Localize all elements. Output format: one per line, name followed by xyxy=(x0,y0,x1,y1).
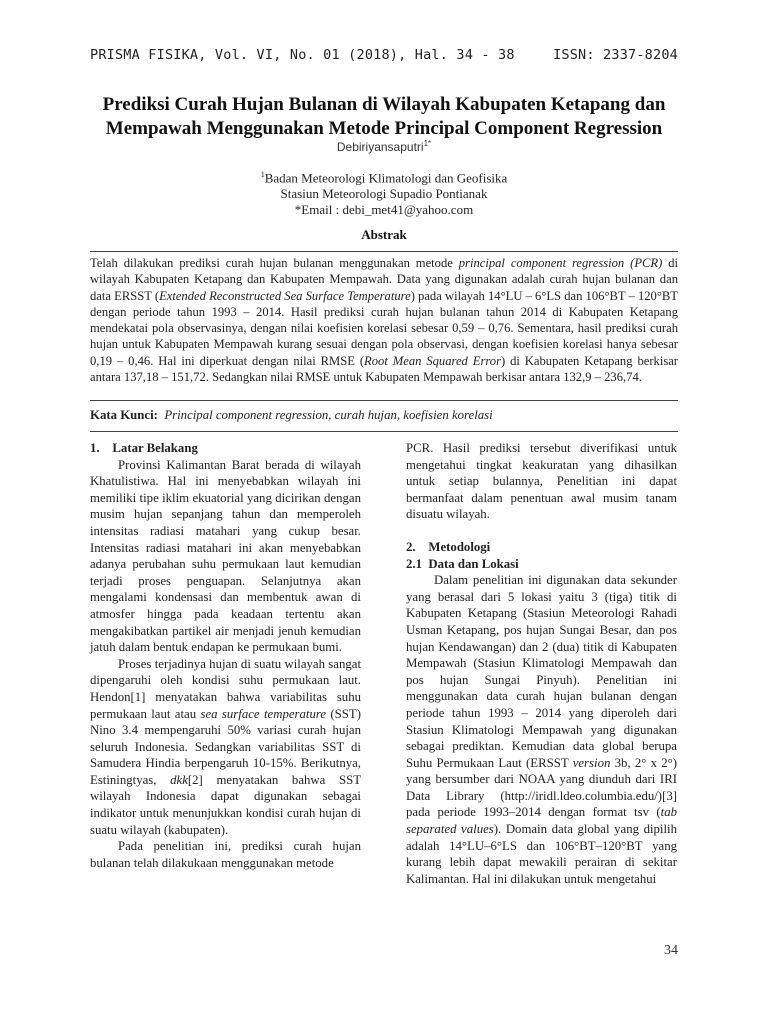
paragraph-2-text-a: Proses terjadinya hujan di suatu wilayah sangat dipengaruhi oleh kondisi suhu permukaan laut. Hendon[1] menyatakan bahwa variabilitas suhu permukaan laut atau xyxy=(90,656,361,721)
author-name xyxy=(70,139,698,154)
section-2-heading: 2. Metodologi xyxy=(406,539,491,554)
author-text: Debiriyansaputri xyxy=(336,140,424,154)
author-superscript: 1* xyxy=(423,139,432,148)
term-tsv: tab separated values xyxy=(406,805,677,837)
section-2-1-heading: 2.1 Data dan Lokasi xyxy=(406,556,519,571)
term-dkk: dkk xyxy=(170,772,188,787)
paragraph-2-text-b: (SST) Nino 3.4 mempengaruhi 50% variasi curah hujan seluruh Indonesia. Sedangkan variabilitas SST di Samudera Hindia berpengaruh 10-15%. Berikutnya, Estiningtyas, xyxy=(90,706,361,787)
issn-header: ISSN: 2337-8204 xyxy=(553,47,678,63)
abstract-text-3: ) pada wilayah 14°LU – 6°LS dan 106°BT – 120°BT dengan periode tahun 1993 – 2014. Hasil prediksi curah hujan bulanan tahun 2014 di Kabupaten Ketapang mendekatai pola observasinya, dengan nilai koefisien korelasi sebesar 0,59 – 0,76. Sementara, hasil prediksi curah hujan untuk Kabupaten Mempawah kurang sesuai dengan pola observasi, dengan koefisien korelasi hanya sebesar 0,19 – 0,46. Hal ini diperkuat dengan nilai RMSE ( xyxy=(90,288,678,368)
abstract-text-1: Telah dilakukan prediksi curah hujan bulanan menggunakan metode xyxy=(90,256,459,270)
paragraph-2-text-c: [2] menyatakan bahwa SST wilayah Indonesia dapat digunakan sebagai indikator untuk menunjukkan kondisi curah hujan di suatu wilayah (kabupaten). xyxy=(90,772,362,837)
title-line-2: Mempawah Menggunakan Metode Principal Component Regression xyxy=(105,118,663,139)
data-lokasi-text-c: ). Domain data global yang dipilih adalah 14°LU–6°LS dan 106°BT–120°BT yang kurang lebih dapat mewakili perairan di sekitar Kalimantan. Hal ini dilakukan untuk mengetahui xyxy=(406,822,677,886)
journal-header: PRISMA FISIKA, Vol. VI, No. 01 (2018), Hal. 34 - 38 xyxy=(90,47,515,63)
left-column xyxy=(90,440,361,871)
keywords-label: Kata Kunci: xyxy=(90,408,158,422)
paragraph-2 xyxy=(90,656,361,839)
paragraph-continued: PCR. Hasil prediksi tersebut diverifikasi untuk mengetahui tingkat keakuratan yang dihasilkan untuk setiap bulannya, Penelitian ini dapat bermanfaat dalam penentuan awal musim tanam disuatu wilayah. xyxy=(406,441,677,522)
spacer xyxy=(406,523,677,539)
keywords-text: Principal component regression, curah hujan, koefisien korelasi xyxy=(164,408,493,422)
paragraph-data-lokasi xyxy=(406,572,677,887)
section-1-heading: 1. Latar Belakang xyxy=(90,441,198,455)
affiliation-institute: Badan Meteorologi Klimatologi dan Geofisika xyxy=(264,170,508,186)
right-column xyxy=(406,440,677,887)
keywords-top-rule xyxy=(90,400,678,401)
abstract-term-rmse: Root Mean Squared Error xyxy=(364,353,501,368)
abstract-body xyxy=(90,255,678,385)
affiliation xyxy=(70,167,698,218)
email-line: *Email : debi_met41@yahoo.com xyxy=(294,202,474,218)
abstract-text-2: di wilayah Kabupaten Ketapang dan Kabupaten Mempawah. Data yang digunakan adalah curah hujan bulanan dan data ERSST ( xyxy=(90,256,678,303)
abstract-term-pcr: principal component regression (PCR) xyxy=(458,256,663,270)
affiliation-line-2: Stasiun Meteorologi Supadio Pontianak xyxy=(280,186,488,202)
affiliation-line-1 xyxy=(70,167,698,186)
page-number: 34 xyxy=(664,943,678,958)
abstract-heading: Abstrak xyxy=(361,227,407,242)
data-lokasi-text-b: 3b, 2° x 2°) yang bersumber dari NOAA yang diunduh dari IRI Data Library (http://iridl.ldeo.columbia.edu/)[3] pada periode 1993–2014 dengan format tsv ( xyxy=(406,755,677,820)
keywords xyxy=(90,408,678,423)
abstract-term-ersst: Extended Reconstructed Sea Surface Temperature xyxy=(159,288,411,303)
affiliation-superscript: 1 xyxy=(260,170,265,179)
term-sst: sea surface temperature xyxy=(200,706,327,721)
paragraph-3: Pada penelitian ini, prediksi curah hujan bulanan telah dilakukaan menggunakan metode xyxy=(90,839,361,870)
data-lokasi-text-a: Dalam penelitian ini digunakan data sekunder yang berasal dari 5 lokasi yaitu 3 (tiga) titik di Kabupaten Ketapang (Stasiun Meteorologi Rahadi Usman Ketapang, pos hujan Sungai Besar, dan pos hujan Kendawangan) dan 2 (dua) titik di Kabupaten Mempawah (Stasiun Klimatologi Mempawah dan pos hujan Sungai Pinyuh). Penelitian ini menggunakan data curah hujan bulanan dengan periode tahun 1993 – 2014 yang diperoleh dari Stasiun Klimatologi Mempawah yang digunakan sebagai prediktan. Kemudian data global berupa Suhu Permukaan Laut (ERSST xyxy=(406,573,677,770)
title-line-1: Prediksi Curah Hujan Bulanan di Wilayah Kabupaten Ketapang dan xyxy=(102,94,666,115)
abstract-text-4: ) di Kabupaten Ketapang berkisar antara 137,18 – 151,72. Sedangkan nilai RMSE untuk Kabupaten Mempawah berkisar antara 132,9 – 236,74. xyxy=(90,353,678,385)
abstract-top-rule xyxy=(90,251,678,252)
term-version: version xyxy=(572,755,611,770)
paragraph-1: Provinsi Kalimantan Barat berada di wilayah Khatulistiwa. Hal ini menyebabkan wilayah ini memiliki tipe iklim ekuatorial yang dicirikan dengan musim hujan sepanjang tahun dan memperoleh intensitas radiasi matahari yang cukup besar. Intensitas radiasi matahari ini akan menyebabkan adanya perubahan suhu permukaan laut kemudian terjadi proses penguapan. Selanjutnya akan mengalami kondensasi dan membentuk awan di atmosfer hingga pada keadaan tertentu akan mengakibatkan partikel air menjadi jenuh kemudian jatuh dalam bentuk endapan ke permukaan bumi. xyxy=(90,457,361,655)
paper-title xyxy=(70,93,698,141)
keywords-bottom-rule xyxy=(90,431,678,432)
